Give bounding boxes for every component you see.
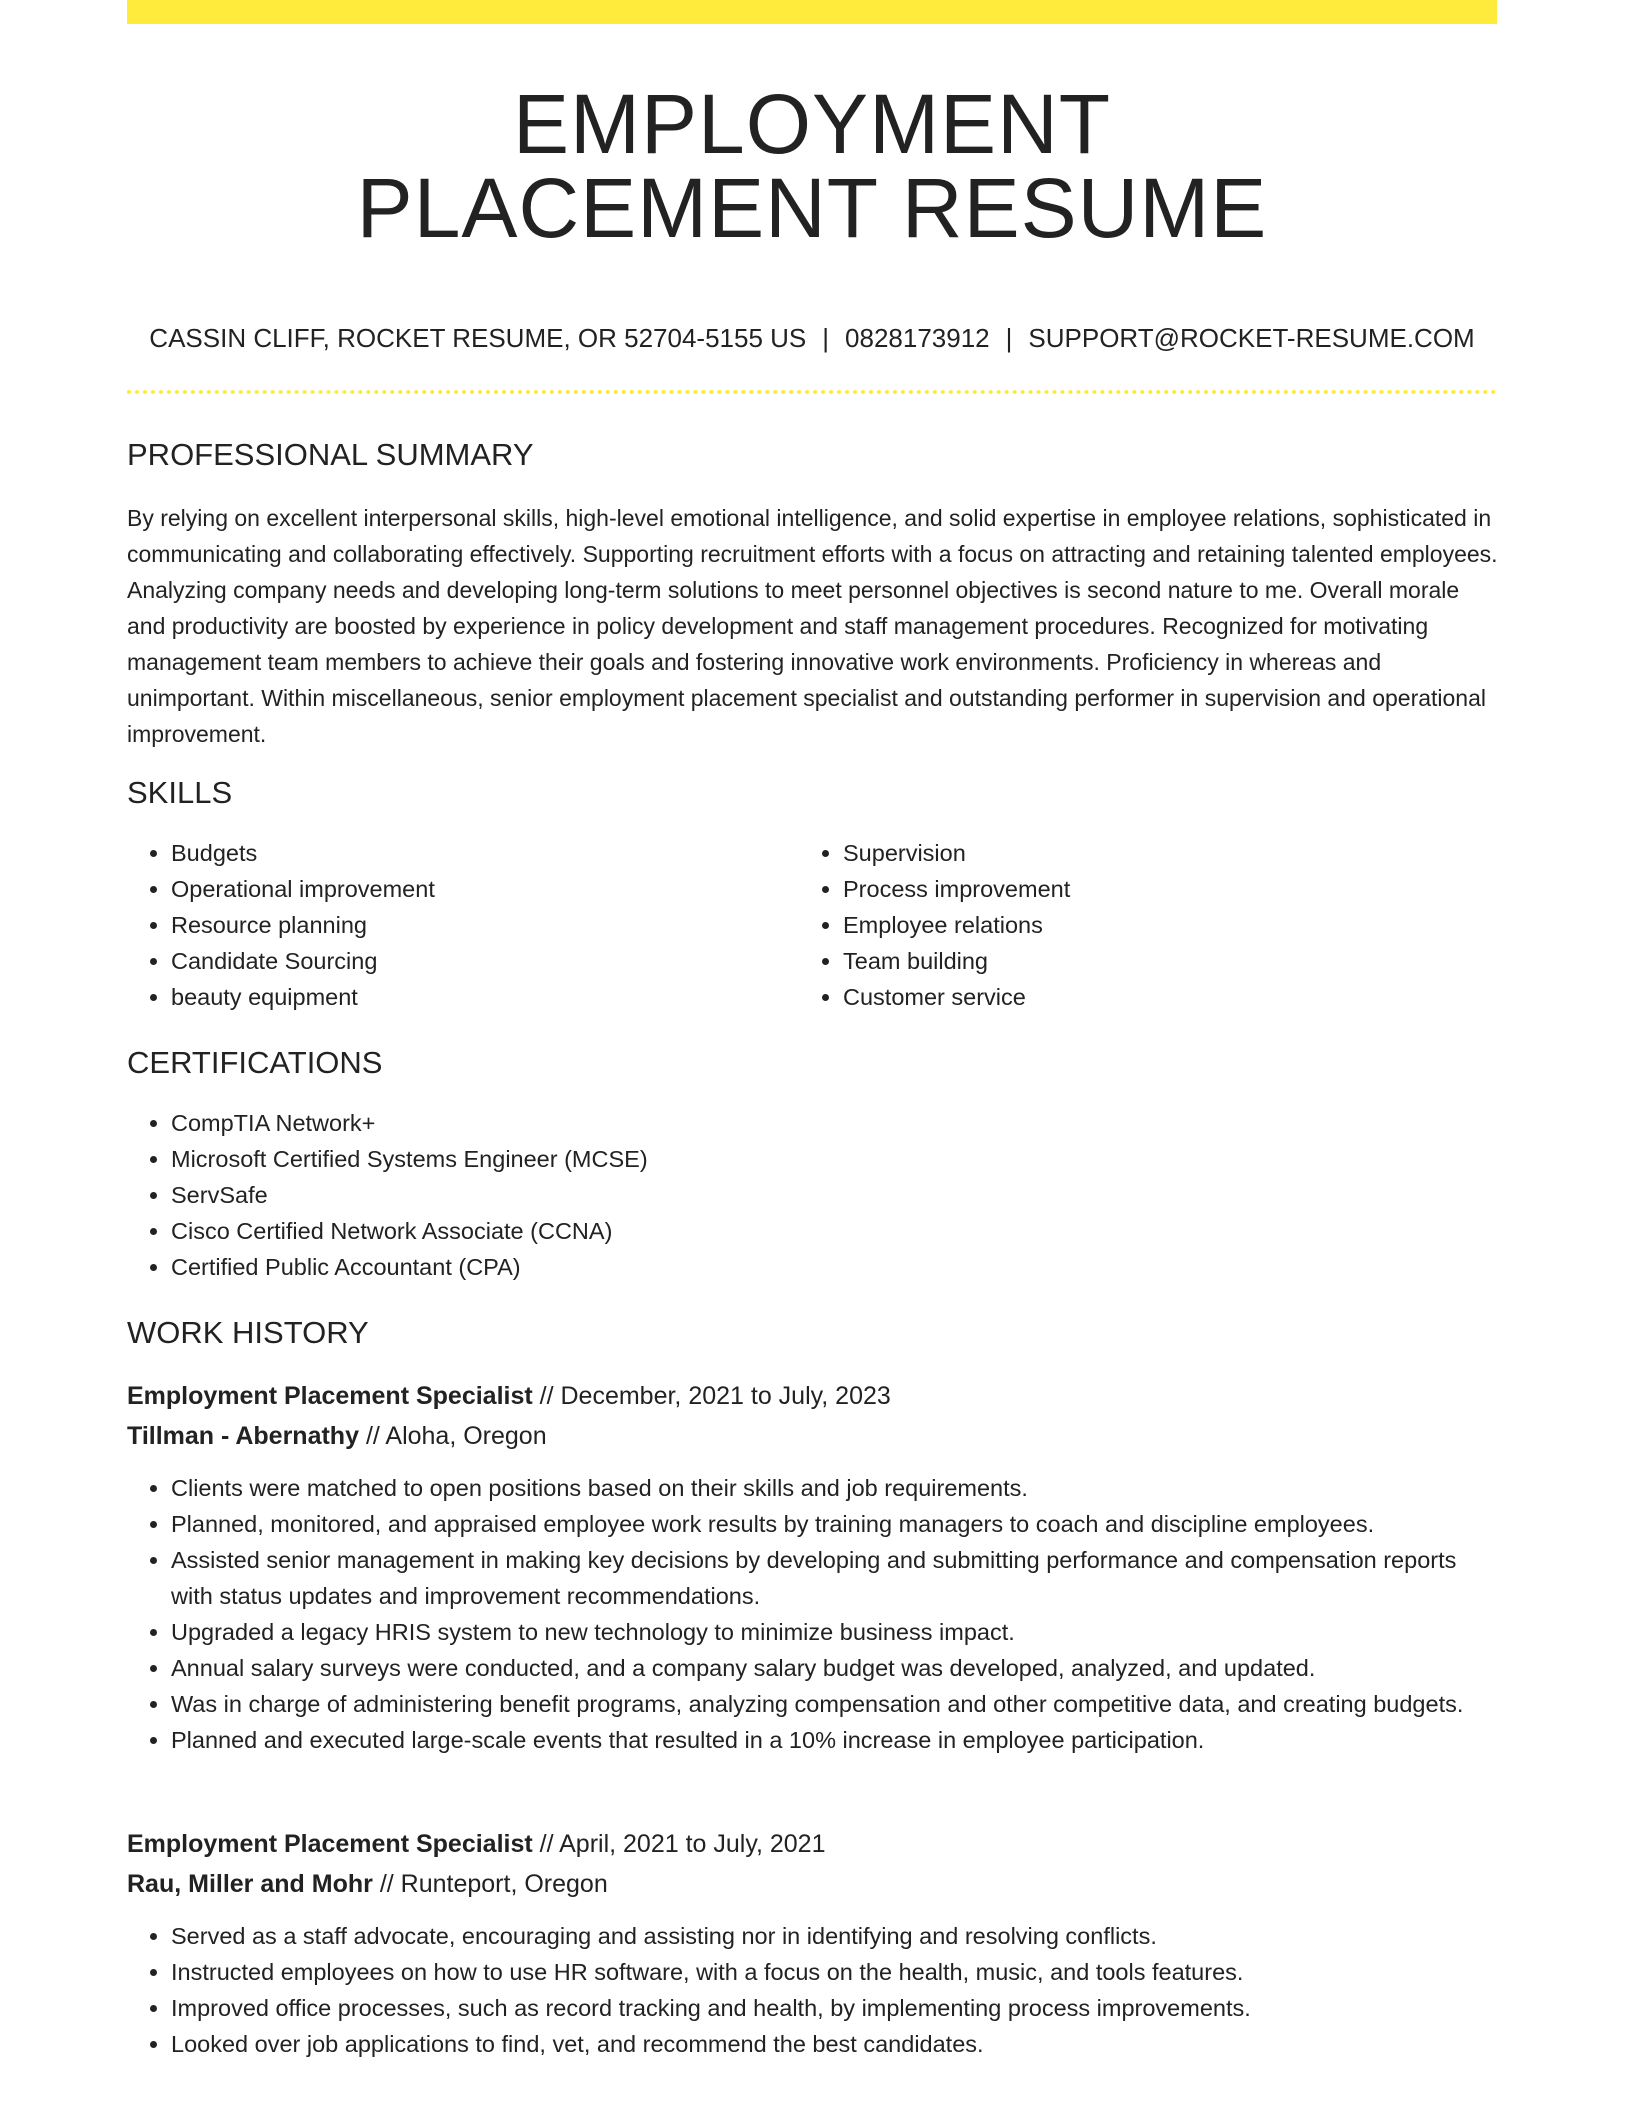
job-bullet: • Planned and executed large-scale events that resulted in a 10% increase in employee participation. — [171, 1722, 1498, 1758]
job-title-line — [127, 1377, 1497, 1415]
job-title: Employment Placement Specialist — [127, 1830, 533, 1858]
certification-item: • CompTIA Network+ — [171, 1105, 1471, 1141]
job-dates: // April, 2021 to July, 2021 — [539, 1830, 826, 1858]
job-company: Tillman - Abernathy — [127, 1422, 359, 1450]
skills-list-right — [799, 835, 1463, 1015]
title-line-1: EMPLOYMENT — [512, 77, 1112, 171]
job-location: // Runteport, Oregon — [379, 1870, 608, 1898]
skill-item: • Resource planning — [171, 907, 791, 943]
job-dates: // December, 2021 to July, 2023 — [539, 1382, 891, 1410]
job-bullet: • Clients were matched to open positions based on their skills and job requirements. — [171, 1470, 1498, 1506]
job-title: Employment Placement Specialist — [127, 1382, 533, 1410]
skill-item: • beauty equipment — [171, 979, 791, 1015]
summary-text: By relying on excellent interpersonal skills, high-level emotional intelligence, and solid expertise in employee relations, sophisticated in communicating and collaborating effectively. Supporting recruitment efforts with a focus on attracting and retaining talented employees. Analyzing company needs and developing long-term solutions to meet personnel objectives is second nature to me. Overall morale and productivity are boosted by experience in policy development and staff management procedures. Recognized for motivating management team members to achieve their goals and fostering innovative work environments. Proficiency in whereas and unimportant. Within miscellaneous, senior employment placement specialist and outstanding performer in supervision and operational improvement. — [127, 505, 1498, 747]
job-company-line — [127, 1865, 1497, 1903]
job-company-line — [127, 1417, 1497, 1455]
job-company: Rau, Miller and Mohr — [127, 1870, 373, 1898]
certification-item: • ServSafe — [171, 1177, 1471, 1213]
contact-separator: | — [822, 323, 830, 353]
job-bullet: • Served as a staff advocate, encouraging and assisting nor in identifying and resolving conflicts. — [171, 1918, 1498, 1954]
certifications-heading: CERTIFICATIONS — [127, 1045, 383, 1080]
contact-line — [127, 320, 1497, 356]
certification-item: • Cisco Certified Network Associate (CCNA) — [171, 1213, 1471, 1249]
skill-item: • Budgets — [171, 835, 791, 871]
job-bullets — [127, 1470, 1498, 1758]
contact-separator: | — [1005, 323, 1013, 353]
skills-list-left — [127, 835, 791, 1015]
contact-email: SUPPORT@ROCKET-RESUME.COM — [1028, 323, 1475, 353]
job-bullet: • Improved office processes, such as record tracking and health, by implementing process improvements. — [171, 1990, 1498, 2026]
certification-item: • Certified Public Accountant (CPA) — [171, 1249, 1471, 1285]
job-bullets — [127, 1918, 1498, 2062]
page-title — [127, 77, 1497, 255]
job-title-line — [127, 1825, 1497, 1863]
title-line-2: PLACEMENT RESUME — [356, 161, 1268, 255]
job-location: // Aloha, Oregon — [365, 1422, 547, 1450]
job-bullet: • Annual salary surveys were conducted, and a company salary budget was developed, analyzed, and updated. — [171, 1650, 1498, 1686]
skill-item: • Process improvement — [843, 871, 1463, 907]
job-bullet: • Upgraded a legacy HRIS system to new technology to minimize business impact. — [171, 1614, 1498, 1650]
job-bullet: • Assisted senior management in making key decisions by developing and submitting performance and compensation reports with status updates and improvement recommendations. — [171, 1542, 1498, 1614]
certification-item: • Microsoft Certified Systems Engineer (MCSE) — [171, 1141, 1471, 1177]
job-bullet: • Was in charge of administering benefit programs, analyzing compensation and other competitive data, and creating budgets. — [171, 1686, 1498, 1722]
work-history-heading: WORK HISTORY — [127, 1315, 369, 1350]
skill-item: • Customer service — [843, 979, 1463, 1015]
job-bullet: • Instructed employees on how to use HR software, with a focus on the health, music, and tools features. — [171, 1954, 1498, 1990]
skill-item: • Employee relations — [843, 907, 1463, 943]
header-divider — [127, 390, 1497, 394]
skill-item: • Operational improvement — [171, 871, 791, 907]
skill-item: • Team building — [843, 943, 1463, 979]
skill-item: • Candidate Sourcing — [171, 943, 791, 979]
summary-heading: PROFESSIONAL SUMMARY — [127, 437, 534, 472]
contact-address: CASSIN CLIFF, ROCKET RESUME, OR 52704-5155 US — [149, 323, 807, 353]
accent-bar — [127, 0, 1497, 24]
job-bullet: • Planned, monitored, and appraised employee work results by training managers to coach and discipline employees. — [171, 1506, 1498, 1542]
skill-item: • Supervision — [843, 835, 1463, 871]
certifications-list — [127, 1105, 1471, 1285]
skills-heading: SKILLS — [127, 775, 233, 810]
contact-phone: 0828173912 — [845, 323, 990, 353]
job-bullet: • Looked over job applications to find, vet, and recommend the best candidates. — [171, 2026, 1498, 2062]
